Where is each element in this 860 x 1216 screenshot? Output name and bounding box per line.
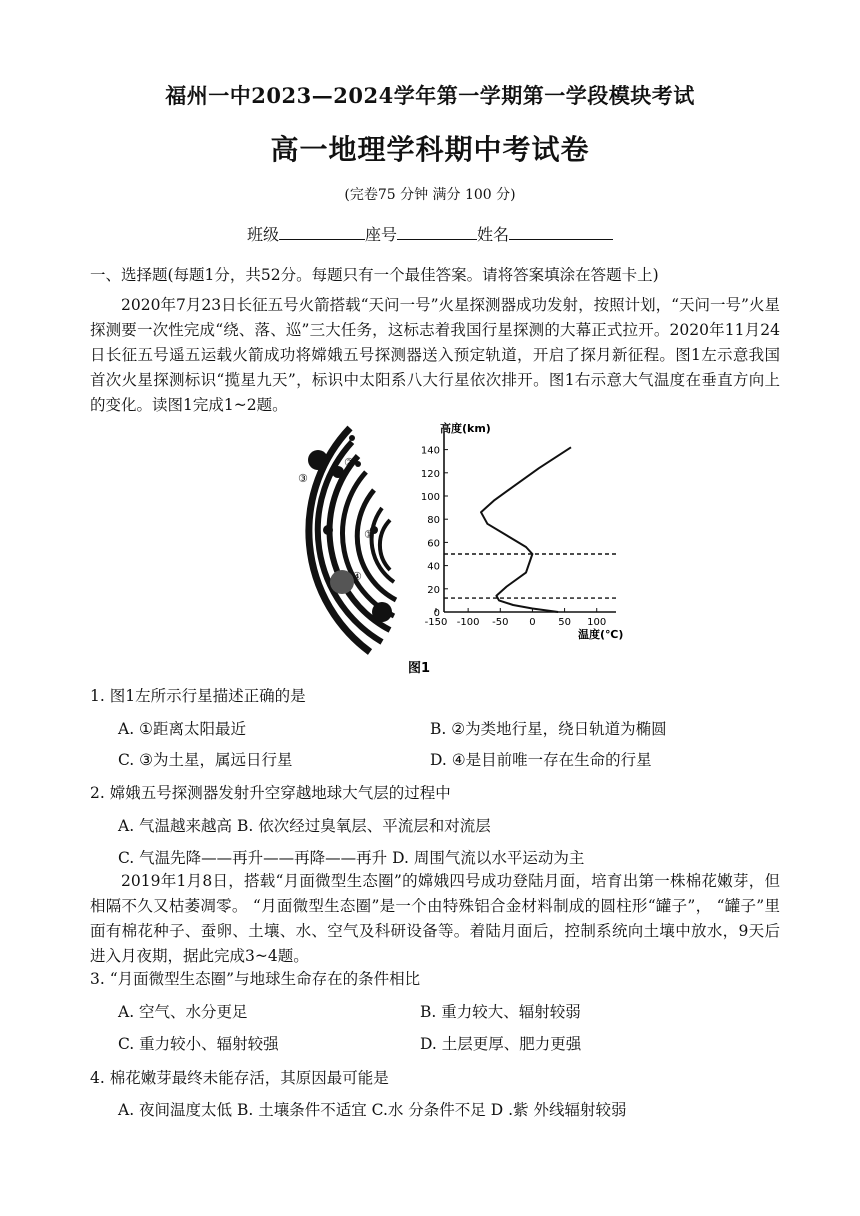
y-tick-label: 100: [420, 492, 440, 503]
name-blank[interactable]: [509, 223, 613, 240]
figure-1: [240, 420, 640, 680]
exam-subtitle: 高一地理学科期中考试卷: [270, 133, 590, 166]
q3-option-b[interactable]: B. 重力较大、辐射较弱: [420, 1003, 581, 1021]
q1-option-a[interactable]: A. ①距离太阳最近: [118, 720, 246, 738]
name-label: 姓名: [477, 225, 510, 244]
section-title: 一、选择题(每题1分，共52分。每题只有一个最佳答案。请将答案填涂在答题卡上): [90, 266, 659, 284]
marker-2: ②: [344, 456, 354, 469]
x-tick-label: -100: [456, 617, 480, 628]
passage-1: 2020年7月23日长征五号火箭搭载“天问一号”火星探测器成功发射，按照计划，“天问一号”火星探测要一次性完成“绕、落、巡”三大任务，这标志着我国行星探测的大幕正式拉开。2020年11月24日长征五号遥五运载火箭成功将嫦娥五号探测器送入预定轨道，开启了探月新征程。图1左示意我国首次火星探测标识“揽星九天”，标识中太阳系八大行星依次排开。图1右示意大气温度在垂直方向上的变化。读图1完成1~2题。: [90, 296, 780, 414]
x-tick-label: -150: [424, 617, 448, 628]
y-tick-label: 80: [427, 515, 440, 527]
x-tick-label: 0: [529, 617, 536, 628]
y-axis-label: 高度(km): [440, 422, 491, 435]
q4-options-line[interactable]: A. 夜间温度太低 B. 土壤条件不适宜 C.水 分条件不足 D .紫 外线辐射较弱: [118, 1101, 627, 1119]
student-info-line: [0, 222, 860, 245]
seat-blank[interactable]: [397, 223, 477, 240]
y-tick-label: 120: [420, 468, 440, 480]
y-tick-label: 60: [427, 538, 440, 550]
question-2-stem: 2. 嫦娥五号探测器发射升空穿越地球大气层的过程中: [90, 784, 451, 802]
question-4-stem: 4. 棉花嫩芽最终未能存活，其原因最可能是: [90, 1069, 389, 1087]
y-tick-label: 20: [427, 584, 440, 596]
class-blank[interactable]: [279, 223, 365, 240]
temperature-curve: [481, 447, 571, 612]
marker-1: ①: [364, 528, 374, 541]
q1-option-d[interactable]: D. ④是目前唯一存在生命的行星: [430, 751, 652, 769]
exam-info: (完卷75 分钟 满分 100 分): [344, 187, 516, 203]
temperature-chart: [421, 432, 616, 628]
q1-option-b[interactable]: B. ②为类地行星，绕日轨道为椭圆: [430, 720, 667, 738]
q1-option-c[interactable]: C. ③为土星，属远日行星: [118, 751, 293, 769]
question-1-stem: 1. 图1左所示行星描述正确的是: [90, 687, 306, 705]
q2-options-line-2[interactable]: C. 气温先降——再升——再降——再升 D. 周围气流以水平运动为主: [118, 849, 585, 867]
marker-4: ④: [352, 570, 362, 583]
seat-label: 座号: [364, 225, 397, 244]
y-tick-label: 0: [433, 608, 440, 619]
y-tick-label: 40: [427, 561, 440, 573]
x-tick-label: -50: [492, 617, 509, 628]
q2-options-line-1[interactable]: A. 气温越来越高 B. 依次经过臭氧层、平流层和对流层: [118, 817, 491, 835]
y-tick-label: 140: [420, 445, 440, 457]
class-label: 班级: [246, 225, 279, 244]
exam-title: 福州一中2023—2024学年第一学期第一学段模块考试: [165, 83, 695, 108]
planet-logo: [298, 428, 396, 652]
marker-3: ③: [298, 472, 308, 485]
question-3-stem: 3. “月面微型生态圈”与地球生命存在的条件相比: [90, 970, 421, 988]
q3-option-c[interactable]: C. 重力较小、辐射较强: [118, 1035, 279, 1053]
figure-caption: 图1: [408, 661, 431, 676]
passage-2: 2019年1月8日，搭载“月面微型生态圈”的嫦娥四号成功登陆月面，培育出第一株棉花嫩芽，但相隔不久又枯萎凋零。 “月面微型生态圈”是一个由特殊铝合金材料制成的圆柱形“罐子”， “罐子”里面有棉花种子、蚕卵、土壤、水、空气及科研设备等。着陆月面后，控制系统向土壤中放水，9天后进入月夜期，据此完成3~4题。: [90, 872, 780, 965]
x-tick-label: 100: [587, 617, 607, 628]
q3-option-d[interactable]: D. 土层更厚、肥力更强: [420, 1035, 582, 1053]
q3-option-a[interactable]: A. 空气、水分更足: [118, 1003, 248, 1021]
x-axis-label: 温度(℃): [578, 628, 624, 641]
x-tick-label: 50: [558, 617, 571, 628]
